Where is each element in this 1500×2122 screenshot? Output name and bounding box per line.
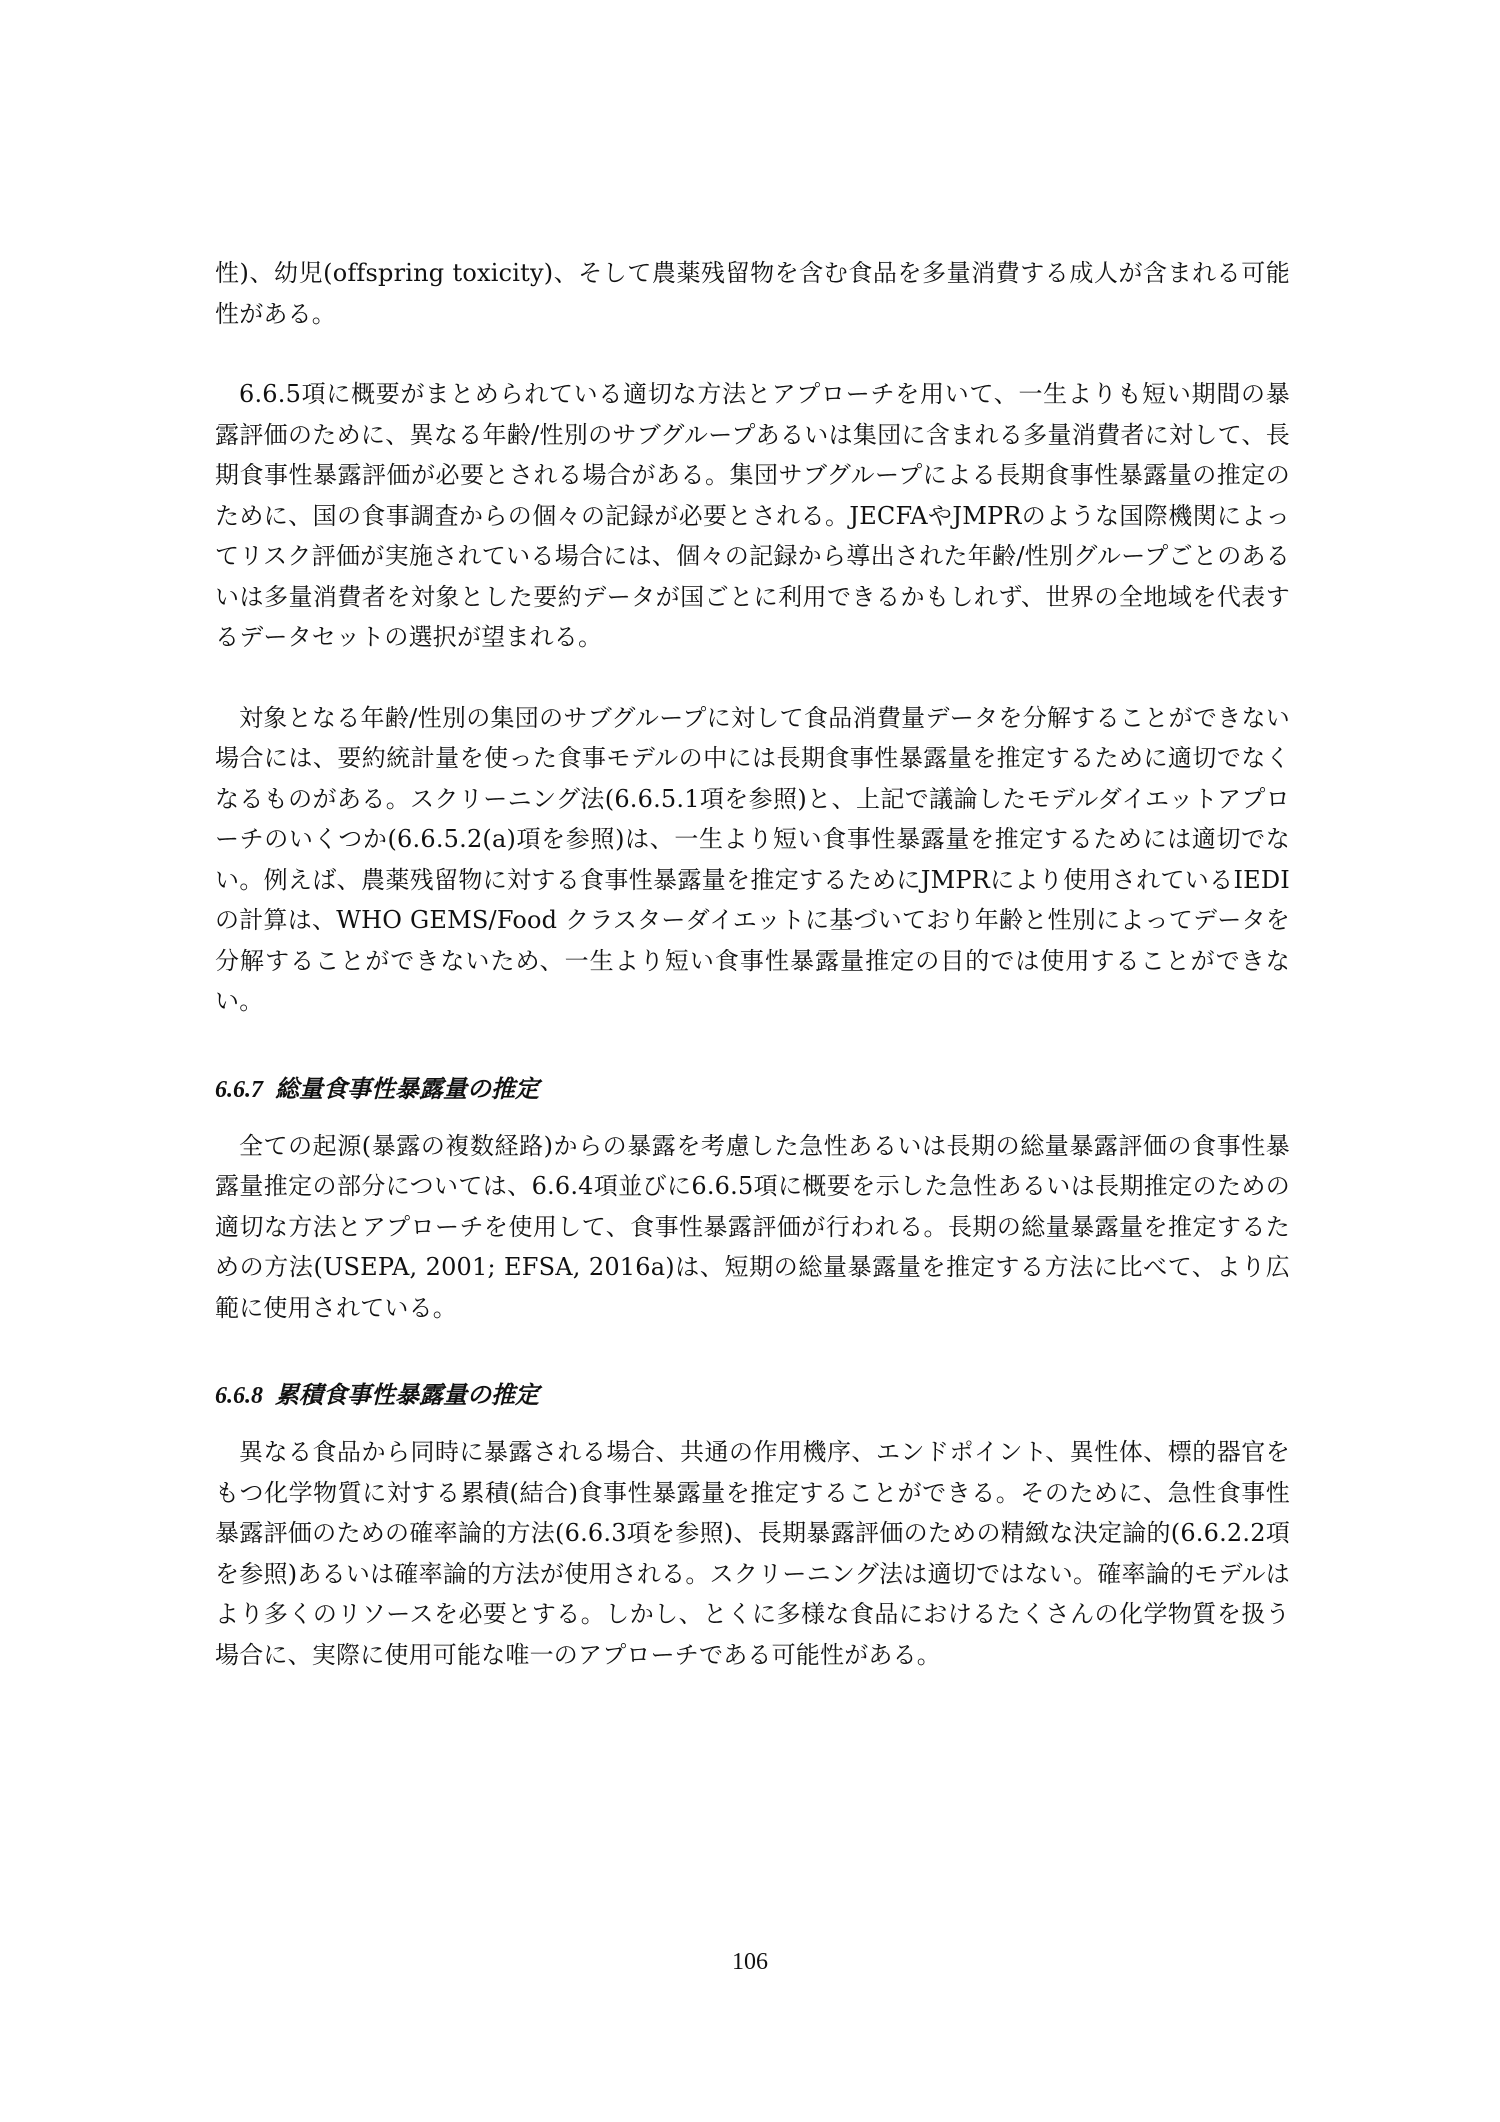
paragraph-gap xyxy=(215,1022,1290,1062)
paragraph-summary-statistics: 対象となる年齢/性別の集団のサブグループに対して食品消費量データを分解することができない場合には、要約統計量を使った食事モデルの中には長期食事性暴露量を推定するために適切でなくなるものがある。スクリーニング法(6.6.5.1項を参照)と、上記で議論したモデルダイエットアプローチのいくつか(6.6.5.2(a)項を参照)は、一生より短い食事性暴露量を推定するためには適切でない。例えば、農薬残留物に対する食事性暴露量を推定するためにJMPRにより使用されているIEDIの計算は、WHO GEMS/Food クラスターダイエットに基づいており年齢と性別によってデータを分解することができないため、一生より短い食事性暴露量推定の目的では使用することができない。 xyxy=(215,703,1290,1015)
section-title: 累積食事性暴露量の推定 xyxy=(275,1383,539,1409)
section-title: 総量食事性暴露量の推定 xyxy=(275,1076,539,1103)
paragraph-cumulative-exposure: 異なる食品から同時に暴露される場合、共通の作用機序、エンドポイント、異性体、標的器官をもつ化学物質に対する累積(結合)食事性暴露量を推定することができる。そのために、急性食事性暴露評価のための確率論的方法(6.6.3項を参照)、長期暴露評価のための精緻な決定論的(6.6.2.2項を参照)あるいは確率論的方法が使用される。スクリーニング法は適切ではない。確率論的モデルはより多くのリソースを必要とする。しかし、とくに多様な食品におけるたくさんの化学物質を扱う場合に、実際に使用可能な唯一のアプローチである可能性がある。 xyxy=(215,1438,1290,1669)
paragraph-long-term-subgroups: 6.6.5項に概要がまとめられている適切な方法とアプローチを用いて、一生よりも短い期間の暴露評価のために、異なる年齢/性別のサブグループあるいは集団に含まれる多量消費者に対して、長期食事性暴露評価が必要とされる場合がある。集団サブグループによる長期食事性暴露量の推定のために、国の食事調査からの個々の記録が必要とされる。JECFAやJMPRのような国際機関によってリスク評価が実施されている場合には、個々の記録から導出された年齢/性別グループごとのあるいは多量消費者を対象とした要約データが国ごとに利用できるかもしれず、世界の全地域を代表するデータセットの選択が望まれる。 xyxy=(215,380,1290,651)
paragraph-gap xyxy=(215,334,1290,374)
paragraph-continuation: 性)、幼児(offspring toxicity)、そして農薬残留物を含む食品を多量消費する成人が含まれる可能性がある。 xyxy=(215,259,1290,328)
document-body xyxy=(215,253,1290,1675)
section-heading-6-6-7 xyxy=(215,1062,1290,1126)
page-number: 106 xyxy=(732,1949,768,1975)
paragraph-aggregate-exposure: 全ての起源(暴露の複数経路)からの暴露を考慮した急性あるいは長期の総量暴露評価の食事性暴露量推定の部分については、6.6.4項並びに6.6.5項に概要を示した急性あるいは長期推定のための適切な方法とアプローチを使用して、食事性暴露評価が行われる。長期の総量暴露量を推定するための方法(USEPA, 2001; EFSA, 2016a)は、短期の総量暴露量を推定する方法に比べて、より広範に使用されている。 xyxy=(215,1131,1290,1322)
section-heading-6-6-8 xyxy=(215,1368,1290,1432)
section-number: 6.6.7 xyxy=(215,1076,263,1103)
paragraph-gap xyxy=(215,1328,1290,1368)
section-number: 6.6.8 xyxy=(215,1383,263,1409)
paragraph-gap xyxy=(215,658,1290,698)
